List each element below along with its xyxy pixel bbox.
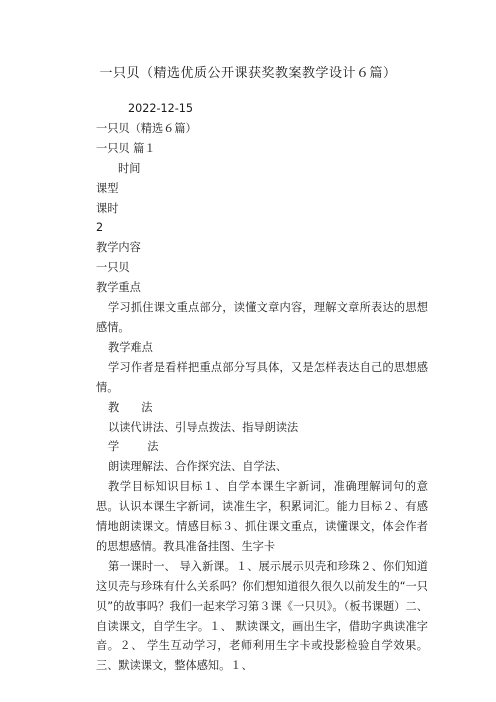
method-label: 教法 [108,400,175,414]
type-label: 课型 [96,181,119,195]
hours-value: 2 [96,221,104,235]
document-subtitle: 一只贝（精选６篇） [96,121,197,135]
document-date: 2022-12-15 [128,102,194,115]
key-value: 学习抓住课文重点部分，读懂文章内容，理解文章所表达的思想感情。 [96,301,428,334]
method-value: 以读代讲法、引导点拨法、指导朗读法 [108,420,299,434]
time-label: 时间 [118,161,141,175]
content-value: 一只贝 [96,261,130,275]
study-value: 朗读理解法、合作探究法、自学法、 [108,460,288,474]
document-body [96,99,428,676]
study-label: 学法 [108,440,187,454]
hours-label: 课时 [96,201,119,215]
key-label: 教学重点 [96,281,141,295]
lesson-paragraph: 第一课时一、 导入新课。１、展示展示贝壳和珍珠２、你们知道这贝壳与珍珠有什么关系吗？你们想知道很久很久以前发生的“一只贝”的故事吗？我们一起来学习第３课《一只贝》。（板书课题）二、自读课文，自学生字。１、 默读课文，画出生字，借助字典读准字音。２、 学生互动学习，老师利用生字卡或投影检验自学效果。三、默读课文，整体感知。１、 [96,559,428,673]
difficulty-value: 学习作者是看样把重点部分写具体，又是怎样表达自己的思想感情。 [96,360,428,394]
content-label: 教学内容 [96,241,141,255]
difficulty-label: 教学难点 [108,340,153,354]
document-title: 一只贝（精选优质公开课获奖教案教学设计６篇） [99,66,397,81]
section-heading: 一只贝 篇１ [96,141,156,155]
goals-paragraph: 教学目标知识目标１、自学本课生字新词，准确理解词句的意思。认识本课生字新词，读准生字，积累词汇。能力目标２、有感情地朗读课文。情感目标３、抓住课文重点，读懂课文，体会作者的思想感情。教具准备挂图、生字卡 [96,480,428,553]
